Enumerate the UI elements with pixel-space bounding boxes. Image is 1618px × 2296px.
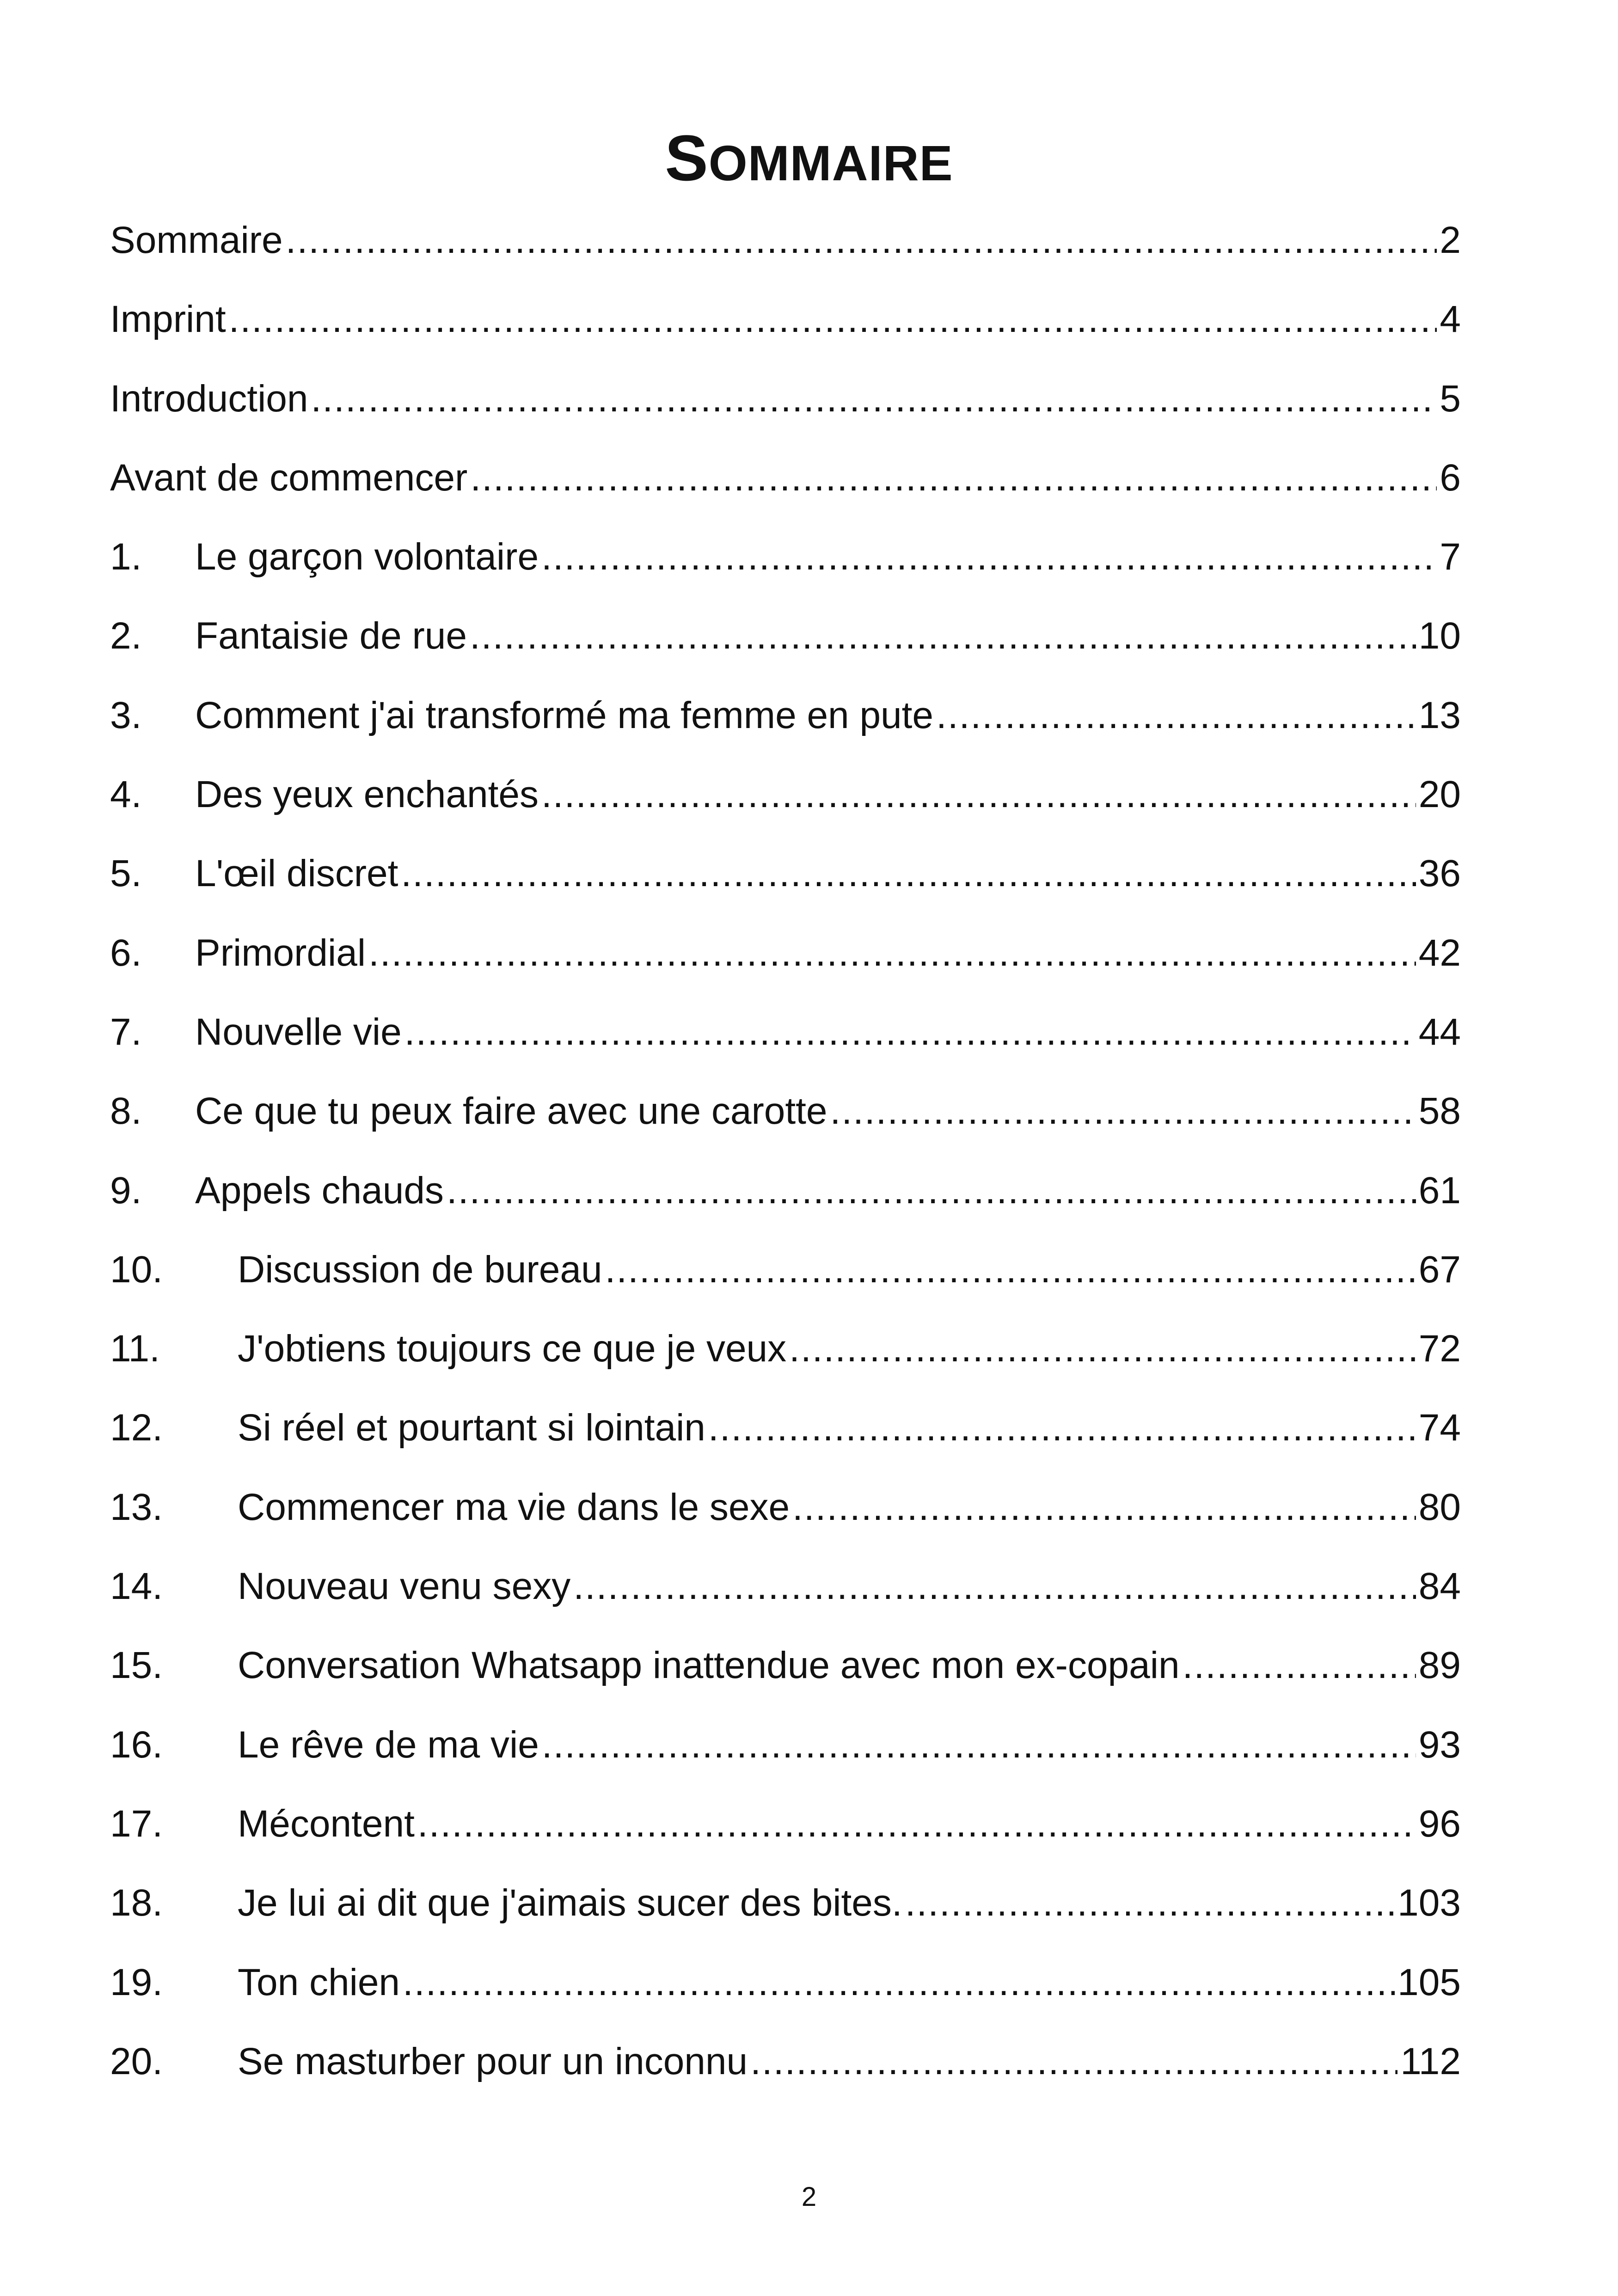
toc-entry[interactable]	[110, 1321, 1461, 1400]
toc-dot-leader	[1183, 1638, 1416, 1693]
toc-dot-leader	[905, 1875, 1395, 1931]
toc-entry-number: 10.	[110, 1248, 163, 1291]
toc-entry[interactable]	[110, 1796, 1461, 1875]
toc-entry[interactable]	[110, 2034, 1461, 2113]
toc-entry[interactable]	[110, 371, 1461, 450]
toc-dot-leader	[403, 1955, 1395, 2010]
toc-entry[interactable]	[110, 846, 1461, 925]
toc-entry[interactable]	[110, 1638, 1461, 1717]
toc-entry-label: Primordial	[195, 931, 366, 974]
toc-dot-leader	[470, 450, 1437, 506]
toc-entry-label: Se masturber pour un inconnu	[238, 2040, 748, 2082]
toc-entry-label: Commencer ma vie dans le sexe	[238, 1486, 790, 1528]
toc-entry-page: 74	[1418, 1407, 1461, 1449]
toc-entry[interactable]	[110, 925, 1461, 1004]
toc-entry-page: 44	[1418, 1010, 1461, 1053]
toc-dot-leader	[368, 925, 1416, 981]
toc-entry-label: Si réel et pourtant si lointain	[238, 1407, 705, 1449]
toc-entry-number: 17.	[110, 1802, 163, 1845]
toc-dot-leader	[542, 1717, 1416, 1773]
toc-entry-label: Ce que tu peux faire avec une carotte	[195, 1090, 827, 1133]
toc-entry-number: 19.	[110, 1961, 163, 2003]
toc-entry-number: 13.	[110, 1486, 163, 1528]
toc-dot-leader	[286, 213, 1437, 268]
toc-entry[interactable]	[110, 688, 1461, 767]
toc-entry-label: Appels chauds	[195, 1169, 444, 1212]
toc-dot-leader	[789, 1321, 1416, 1377]
toc-entry[interactable]	[110, 1875, 1461, 1954]
toc-dot-leader	[708, 1400, 1416, 1456]
toc-dot-leader	[750, 2034, 1397, 2089]
toc-dot-leader	[470, 608, 1416, 664]
toc-entry-page: 103	[1397, 1882, 1461, 1924]
toc-entry-number: 5.	[110, 852, 142, 895]
title-initial: S	[665, 122, 709, 194]
toc-entry-page: 13	[1418, 694, 1461, 736]
toc-entry-page: 36	[1418, 852, 1461, 895]
toc-dot-leader	[792, 1480, 1416, 1535]
page-title	[0, 121, 1618, 200]
toc-entry-page: 72	[1418, 1328, 1461, 1370]
toc-dot-leader	[404, 1004, 1416, 1060]
toc-entry[interactable]	[110, 767, 1461, 846]
toc-entry-number: 20.	[110, 2040, 163, 2082]
toc-dot-leader	[229, 292, 1437, 347]
toc-entry-label: Conversation Whatsapp inattendue avec mon ex-copain	[238, 1644, 1180, 1687]
toc-entry[interactable]	[110, 529, 1461, 608]
toc-entry-page: 80	[1418, 1486, 1461, 1528]
title-rest: OMMAIRE	[708, 135, 953, 191]
toc-dot-leader	[417, 1796, 1416, 1852]
toc-entry-label: Introduction	[110, 377, 308, 420]
toc-entry-page: 20	[1418, 773, 1461, 816]
toc-entry-label: Imprint	[110, 298, 226, 341]
toc-dot-leader	[605, 1242, 1416, 1298]
toc-entry[interactable]	[110, 450, 1461, 529]
toc-entry-label: Ton chien	[238, 1961, 400, 2003]
toc-entry-label: Fantaisie de rue	[195, 615, 467, 657]
toc-entry-page: 5	[1440, 377, 1461, 420]
toc-entry-number: 4.	[110, 773, 142, 816]
toc-entry[interactable]	[110, 1559, 1461, 1638]
toc-entry[interactable]	[110, 1004, 1461, 1084]
toc-entry[interactable]	[110, 1084, 1461, 1163]
toc-entry-label: Nouveau venu sexy	[238, 1565, 571, 1608]
toc-entry-page: 7	[1440, 536, 1461, 578]
toc-entry-label: Le garçon volontaire	[195, 536, 539, 578]
toc-entry-label: Des yeux enchantés	[195, 773, 539, 816]
toc-entry-number: 1.	[110, 536, 142, 578]
toc-entry-number: 16.	[110, 1723, 163, 1766]
toc-entry[interactable]	[110, 1163, 1461, 1242]
toc-entry-label: Discussion de bureau	[238, 1248, 602, 1291]
toc-entry-label: Nouvelle vie	[195, 1010, 402, 1053]
table-of-contents	[110, 213, 1461, 2113]
toc-entry-label: Comment j'ai transformé ma femme en pute	[195, 694, 934, 736]
toc-entry-number: 12.	[110, 1407, 163, 1449]
toc-dot-leader	[541, 529, 1437, 585]
toc-dot-leader	[541, 767, 1416, 822]
toc-entry-page: 4	[1440, 298, 1461, 341]
toc-entry-label: J'obtiens toujours ce que je veux	[238, 1328, 787, 1370]
toc-entry-page: 58	[1418, 1090, 1461, 1133]
toc-entry-number: 3.	[110, 694, 142, 736]
toc-entry-page: 84	[1418, 1565, 1461, 1608]
toc-entry-label: Je lui ai dit que j'aimais sucer des bites.	[238, 1882, 902, 1924]
toc-entry-page: 67	[1418, 1248, 1461, 1291]
toc-entry-number: 14.	[110, 1565, 163, 1608]
toc-entry-number: 18.	[110, 1882, 163, 1924]
toc-entry-label: Avant de commencer	[110, 456, 468, 499]
toc-entry-page: 89	[1418, 1644, 1461, 1687]
toc-dot-leader	[401, 846, 1416, 901]
toc-dot-leader	[830, 1084, 1416, 1139]
toc-entry-page: 61	[1418, 1169, 1461, 1212]
toc-entry-number: 9.	[110, 1169, 142, 1212]
toc-entry-number: 8.	[110, 1090, 142, 1133]
toc-entry[interactable]	[110, 608, 1461, 687]
toc-entry-number: 2.	[110, 615, 142, 657]
toc-entry-page: 10	[1418, 615, 1461, 657]
toc-entry[interactable]	[110, 1400, 1461, 1479]
toc-entry[interactable]	[110, 213, 1461, 292]
toc-entry-label: Sommaire	[110, 219, 283, 261]
toc-dot-leader	[573, 1559, 1416, 1614]
toc-dot-leader	[447, 1163, 1416, 1218]
toc-entry-page: 42	[1418, 931, 1461, 974]
toc-entry-number: 15.	[110, 1644, 163, 1687]
toc-entry-label: L'œil discret	[195, 852, 398, 895]
toc-entry-page: 2	[1440, 219, 1461, 261]
toc-entry-label: Le rêve de ma vie	[238, 1723, 539, 1766]
toc-entry-number: 6.	[110, 931, 142, 974]
toc-entry-page: 96	[1418, 1802, 1461, 1845]
toc-entry[interactable]	[110, 1717, 1461, 1796]
toc-entry-page: 112	[1400, 2040, 1461, 2082]
toc-entry[interactable]	[110, 292, 1461, 371]
toc-entry[interactable]	[110, 1480, 1461, 1559]
toc-dot-leader	[936, 688, 1416, 743]
toc-entry[interactable]	[110, 1955, 1461, 2034]
toc-entry-page: 93	[1418, 1723, 1461, 1766]
toc-entry[interactable]	[110, 1242, 1461, 1321]
toc-dot-leader	[311, 371, 1437, 427]
footer-page-number: 2	[801, 2182, 817, 2212]
toc-entry-page: 6	[1440, 456, 1461, 499]
toc-entry-number: 7.	[110, 1010, 142, 1053]
toc-entry-number: 11.	[110, 1328, 160, 1370]
toc-entry-label: Mécontent	[238, 1802, 415, 1845]
toc-entry-page: 105	[1397, 1961, 1461, 2003]
